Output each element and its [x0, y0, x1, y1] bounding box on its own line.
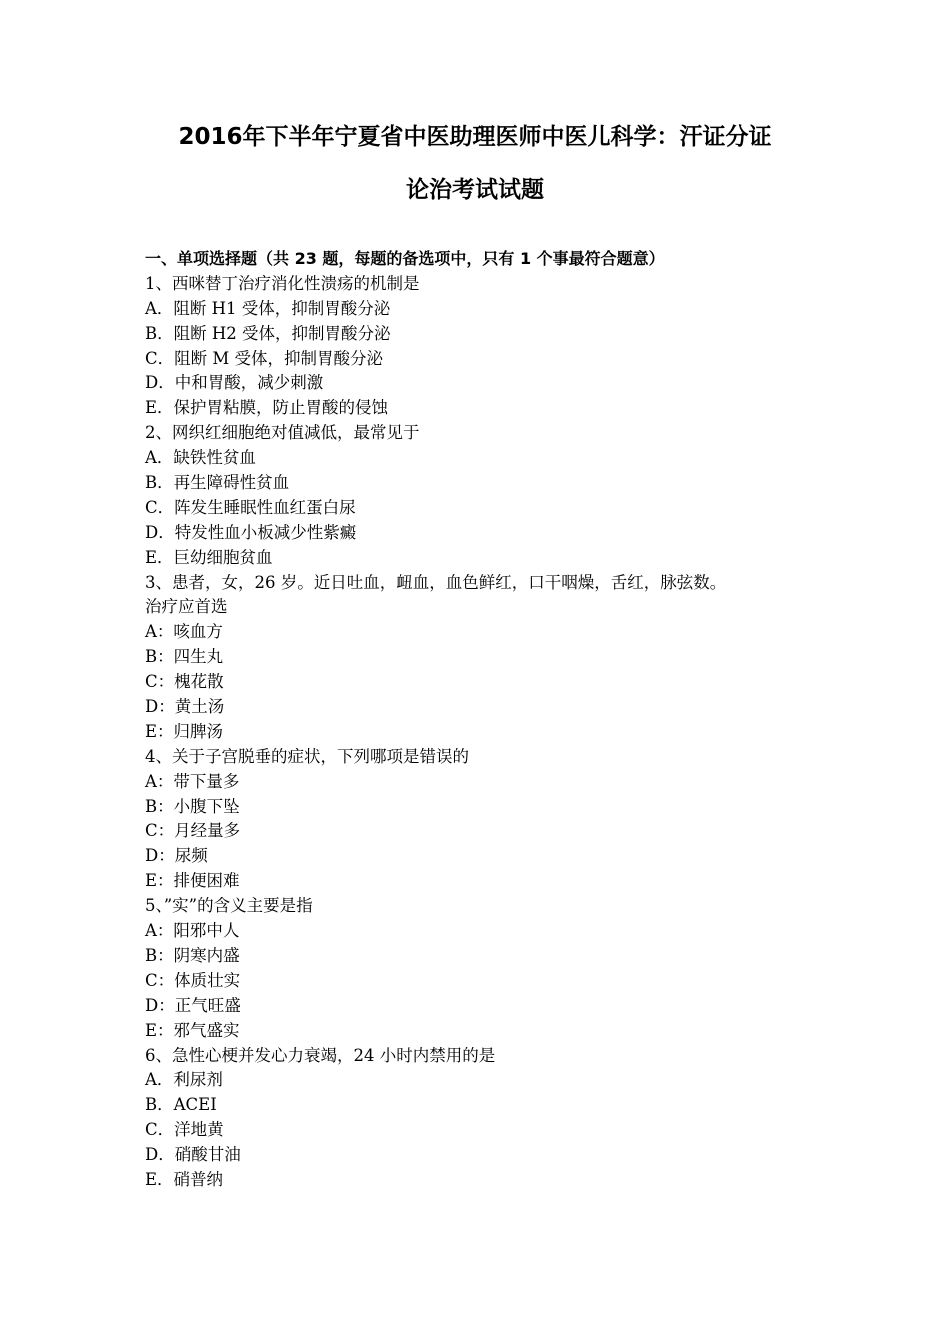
- answer-option: B：小腹下坠: [145, 796, 240, 816]
- answer-option: C．阵发生睡眠性血红蛋白尿: [145, 497, 356, 517]
- answer-option: D．中和胃酸，减少刺激: [145, 373, 324, 393]
- question-stem: 3、患者，女，26 岁。近日吐血，衄血，血色鲜红，口干咽燥，舌红，脉弦数。: [145, 572, 727, 592]
- answer-option: E．巨幼细胞贫血: [145, 547, 273, 567]
- answer-option: B．ACEI: [145, 1095, 217, 1115]
- answer-option: D：黄土汤: [145, 697, 225, 717]
- question-5: [145, 894, 825, 1043]
- answer-option: B：阴寒内盛: [145, 945, 240, 965]
- question-1: [145, 272, 825, 421]
- question-stem: 5、”实”的含义主要是指: [145, 896, 313, 916]
- answer-option: C：月经量多: [145, 821, 241, 841]
- answer-option: E：邪气盛实: [145, 1020, 240, 1040]
- answer-option: A．缺铁性贫血: [145, 448, 256, 468]
- answer-option: A：阳邪中人: [145, 921, 240, 941]
- answer-option: D．特发性血小板减少性紫癜: [145, 522, 357, 542]
- answer-option: D．硝酸甘油: [145, 1145, 241, 1165]
- question-stem-continued: 治疗应首选: [145, 597, 228, 617]
- answer-option: E：归脾汤: [145, 721, 224, 741]
- question-stem: 2、网织红细胞绝对值减低，最常见于: [145, 423, 420, 443]
- answer-option: E：排便困难: [145, 871, 240, 891]
- document-title-line1: 2016年下半年宁夏省中医助理医师中医儿科学：汗证分证: [178, 124, 772, 150]
- answer-option: A．利尿剂: [145, 1070, 223, 1090]
- question-stem: 6、急性心梗并发心力衰竭，24 小时内禁用的是: [145, 1045, 496, 1065]
- question-6: [145, 1044, 825, 1193]
- answer-option: A：咳血方: [145, 622, 223, 642]
- question-2: [145, 421, 825, 570]
- answer-option: E．保护胃粘膜，防止胃酸的侵蚀: [145, 398, 389, 418]
- answer-option: C．洋地黄: [145, 1120, 224, 1140]
- answer-option: C：体质壮实: [145, 970, 241, 990]
- answer-option: B．再生障碍性贫血: [145, 473, 290, 493]
- document-body: [145, 247, 825, 1193]
- answer-option: A．阻断 H1 受体，抑制胃酸分泌: [145, 298, 391, 318]
- question-3: [145, 571, 825, 745]
- answer-option: D：尿频: [145, 846, 208, 866]
- question-stem: 4、关于子宫脱垂的症状，下列哪项是错误的: [145, 746, 469, 766]
- answer-option: C：槐花散: [145, 672, 224, 692]
- answer-option: E．硝普纳: [145, 1169, 224, 1189]
- answer-option: C．阻断 M 受体，抑制胃酸分泌: [145, 348, 384, 368]
- question-stem: 1、西咪替丁治疗消化性溃疡的机制是: [145, 273, 420, 293]
- answer-option: D：正气旺盛: [145, 995, 241, 1015]
- section-header: 一、单项选择题（共 23 题，每题的备选项中，只有 1 个事最符合题意）: [145, 249, 665, 268]
- document-title-line2: 论治考试试题: [406, 177, 544, 203]
- answer-option: A：带下量多: [145, 771, 240, 791]
- question-4: [145, 745, 825, 894]
- answer-option: B．阻断 H2 受体，抑制胃酸分泌: [145, 323, 391, 343]
- answer-option: B：四生丸: [145, 647, 224, 667]
